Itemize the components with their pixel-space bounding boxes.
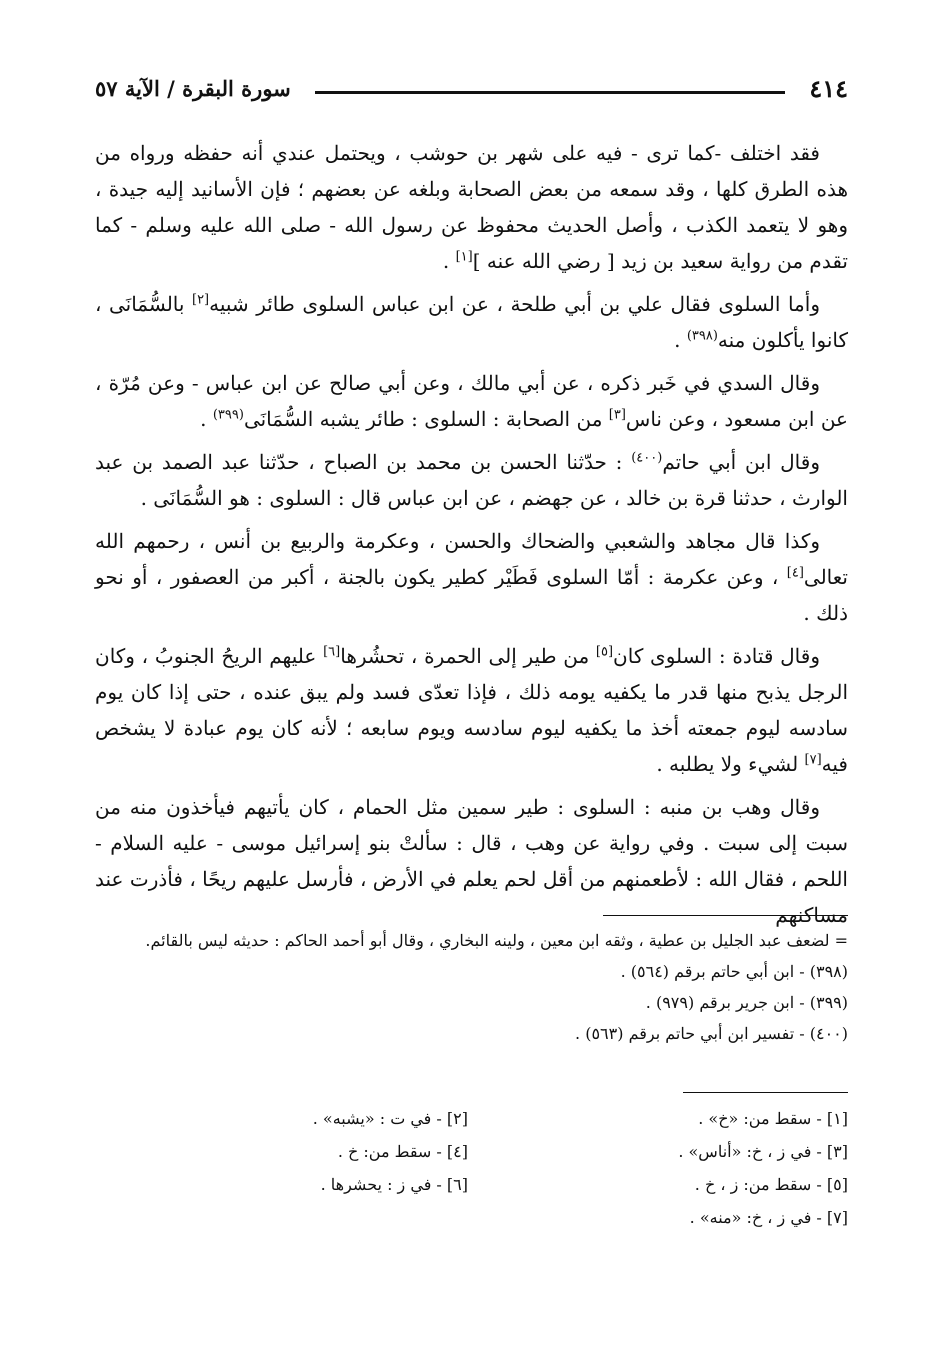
paragraph: وأما السلوى فقال علي بن أبي طلحة ، عن ابن عباس السلوى طائر شبيه[٢] بالسُّمَانَى ، كانوا يأكلون منه$^{(٣٩٨)}$ . — [95, 292, 848, 352]
footnote-ref: (٣٩٩) — [212, 407, 244, 423]
footnote: (٣٩٩) - ابن جرير برقم (٩٧٩) . — [645, 993, 848, 1012]
editor-note: [٣] - في ز ، خ: «أناس» . — [678, 1142, 848, 1161]
editor-notes-right-column — [488, 1102, 848, 1234]
footnotes — [95, 925, 848, 1049]
page-number: ٤١٤ — [809, 73, 848, 103]
editor-note: [٧] - في ز ، خ: «منه» . — [689, 1208, 848, 1227]
footnote-ref: (٣٩٨) — [686, 328, 718, 344]
page-header — [95, 68, 848, 108]
editor-note-ref: [٥] — [595, 644, 614, 660]
editor-note: [٥] - سقط من: ز ، خ . — [694, 1175, 848, 1194]
editor-note-ref: [٦] — [323, 644, 341, 660]
paragraph: وقال وهب بن منبه : السلوى : طير سمين مثل الحمام ، كان يأتيهم فيأخذون منه من سبت إلى سبت . وفي رواية عن وهب ، قال : سألتْ بنو إسرائيل موسى - عليه السلام - اللحم ، فقال الله : لأطعمنهم من أقل لحم يعلم في الأرض ، فأرسل عليهم ريحًا ، فأذرت عند مساكنهم — [95, 795, 849, 927]
footnote-ref: (٤٠٠) — [631, 450, 663, 466]
editor-note-ref: [١] — [455, 249, 473, 265]
footnote: = لضعف عبد الجليل بن عطية ، وثقه ابن معين ، ولينه البخاري ، وقال أبو أحمد الحاكم : حديثه ليس بالقائم. — [145, 931, 848, 950]
footnote: (٤٠٠) - تفسير ابن أبي حاتم برقم (٥٦٣) . — [575, 1024, 848, 1043]
editor-note: [١] - سقط من: «خ» . — [698, 1109, 848, 1128]
header-rule — [315, 91, 786, 94]
editor-note: [٤] - سقط من: خ . — [337, 1142, 468, 1161]
paragraph: وكذا قال مجاهد والشعبي والضحاك والحسن ، وعكرمة والربيع بن أنس ، رحمهم الله تعالى[٤] ، وعن عكرمة : أمّا السلوى فَطَيْر كطير يكون بالجنة ، أكبر من العصفور ، أو نحو ذلك . — [95, 529, 848, 625]
paragraph: وقال ابن أبي حاتم$^{(٤٠٠)}$ : حدّثنا الحسن بن محمد بن الصباح ، حدّثنا عبد الصمد بن عبد الوارث ، حدثنا قرة بن خالد ، عن جهضم ، عن ابن عباس قال : السلوى : هو السُّمَانَى . — [95, 450, 848, 510]
editor-note: [٦] - في ز : يحشرها . — [320, 1175, 468, 1194]
paragraph: وقال السدي في خَبر ذكره ، عن أبي مالك ، وعن أبي صالح عن ابن عباس - وعن مُرّة ، عن ابن مسعود ، وعن ناس[٣] من الصحابة : السلوى : طائر يشبه السُّمَانَى$^{(٣٩٩)}$ . — [95, 371, 848, 431]
editor-notes-separator — [683, 1092, 848, 1093]
footnote-separator — [603, 915, 848, 916]
editor-notes-left-column — [108, 1102, 468, 1201]
main-text — [95, 135, 848, 940]
running-title: سورة البقرة / الآية ٥٧ — [95, 75, 291, 101]
footnote: (٣٩٨) - ابن أبي حاتم برقم (٥٦٤) . — [620, 962, 848, 981]
editor-note-ref: [٢] — [191, 292, 210, 308]
editor-note: [٢] - في ت : «يشبه» . — [312, 1109, 468, 1128]
editor-note-ref: [٣] — [608, 407, 626, 423]
editor-note-ref: [٧] — [804, 752, 822, 768]
editor-notes — [95, 1102, 848, 1252]
paragraph: فقد اختلف -كما ترى - فيه على شهر بن حوشب ، ويحتمل عندي أنه حفظه ورواه من هذه الطرق كلها ، وقد سمعه من بعض الصحابة وبلغه عن بعضهم ؛ فإن الأسانيد إليه جيدة ، وهو لا يتعمد الكذب ، وأصل الحديث محفوظ عن رسول الله - صلى الله عليه وسلم - كما تقدم من رواية سعيد بن زيد [ رضي الله عنه ][١] . — [95, 141, 848, 273]
paragraph: وقال قتادة : السلوى كان[٥] من طير إلى الحمرة ، تحشُرها[٦] عليهم الريحُ الجنوبُ ، وكان الرجل يذبح منها قدر ما يكفيه يومه ذلك ، فإذا تعدّى فسد ولم يبق عنده ، حتى إذا كان يوم سادسه ليوم جمعته أخذ ما يكفيه ليوم سادسه ويوم سابعه ؛ لأنه كان يوم عبادة لا يشخص فيه[٧] لشيء ولا يطلبه . — [95, 644, 848, 776]
editor-note-ref: [٤] — [786, 565, 804, 581]
